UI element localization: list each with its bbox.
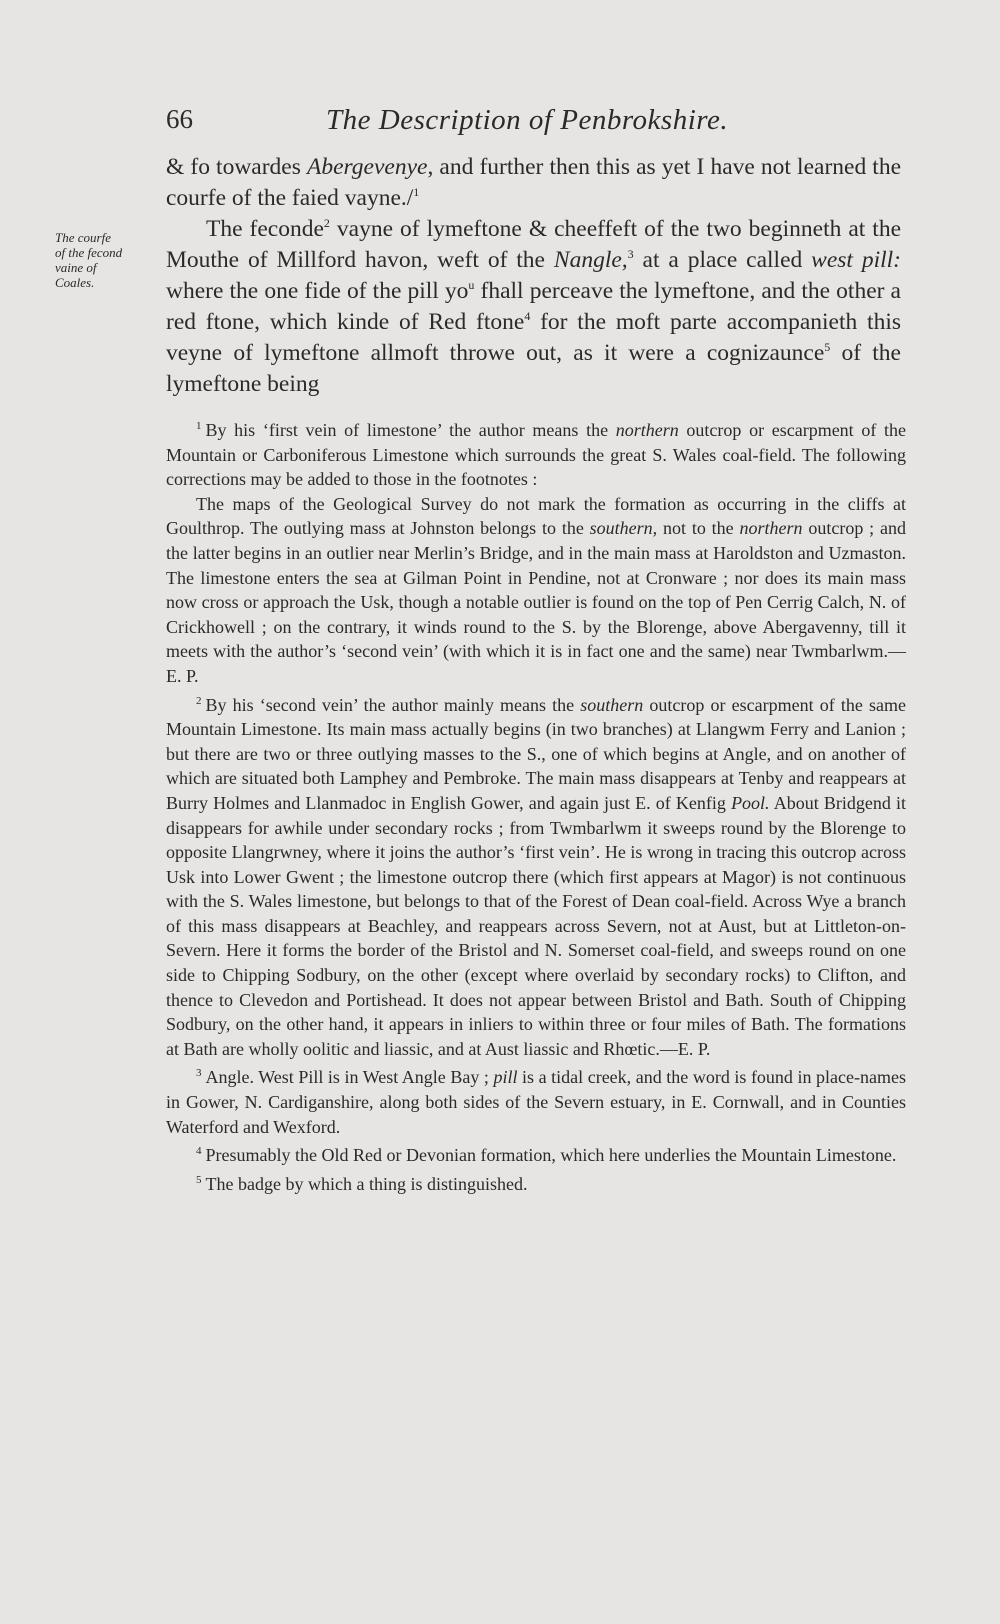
footnotes bbox=[166, 414, 906, 1196]
margin-note bbox=[55, 230, 165, 290]
footnote-3: $^3$ Angle. West Pill is in West Angle Bay ; pill is a tidal creek, and the word is found in place-names in Gower, N. Cardiganshire, along both sides of the Severn estuary, in E. Cornwall, and in Counties Waterford and Wexford. bbox=[166, 1067, 906, 1137]
footnote-ref: 5 bbox=[824, 340, 831, 355]
footnote-5: $^5$ The badge by which a thing is distinguished. bbox=[196, 1173, 528, 1194]
margin-note-line: of the fecond bbox=[55, 245, 123, 260]
footnote-1: $^1$ By his ‘first vein of limestone’ the author means the northern outcrop or escarpment of the Mountain or Carboniferous Limestone which surrounds the great S. Wales coal-field. The following corrections may be added to those in the footnotes : bbox=[166, 420, 906, 490]
main-paragraph-2: The feconde$^2$ vayne of lymeftone & cheeffeft of the two beginneth at the Mouthe of Millford havon, weft of the Nangle,$^3$ at a place called west pill: where the one fide of the pill $yo^u$ fhall perceave the lymeftone, and the other a red ftone, which kinde of Red ftone$^4$ for the moft parte accompanieth this veyne of lymeftone allmoft throwe out, as it were a cognizaunce$^5$ of the lymeftone being bbox=[166, 216, 902, 397]
footnote-ref: 2 bbox=[323, 216, 330, 231]
page-header bbox=[166, 104, 906, 144]
footnote-2: $^2$ By his ‘second vein’ the author mainly means the southern outcrop or escarpment of the same Mountain Limestone. Its main mass actually begins (in two branches) at Llangwm Ferry and Lanion ; but there are two or three outlying masses to the S., one of which begins at Angle, and on another of which are situated both Lamphey and Pembroke. The main mass disappears at Tenby and reappears at Burry Holmes and Llanmadoc in English Gower, and again just E. of Kenfig Pool. About Bridgend it disappears for awhile under secondary rocks ; from Twmbarlwm it sweeps round by the Blorenge to opposite Llangrwney, where it joins the author’s ‘first vein’. He is wrong in tracing this outcrop across Usk into Lower Gwent ; the limestone outcrop there (which first appears at Magor) is not continuous with the S. Wales limestone, but belongs to that of the Forest of Dean coal-field. Across Wye a branch of this mass disappears at Beachley, and reappears across Severn, not at Aust, but at Littleton-on-Severn. Here it forms the border of the Bristol and N. Somerset coal-field, and sweeps round on one side to Chipping Sodbury, on the other (except where overlaid by secondary rocks) to Clifton, and thence to Clevedon and Portishead. It does not appear between Bristol and Bath. South of Chipping Sodbury, on the other hand, it appears in inliers to within three or four miles of Bath. The formations at Bath are wholly oolitic and liassic, and at Aust liassic and Rhœtic.—E. P. bbox=[166, 694, 907, 1059]
margin-note-line: Coales. bbox=[55, 275, 95, 290]
running-title: The Description of Penbrokshire. bbox=[326, 104, 729, 136]
footnote-ref: 4 bbox=[524, 309, 531, 324]
footnote-4: $^4$ Presumably the Old Red or Devonian formation, which here underlies the Mountain Limestone. bbox=[196, 1145, 897, 1166]
main-text bbox=[166, 152, 901, 400]
margin-note-line: vaine of bbox=[55, 260, 97, 275]
page-number: 66 bbox=[166, 104, 193, 134]
footnote-ref: 3 bbox=[627, 247, 634, 262]
footnote-ref: 1 bbox=[413, 185, 420, 200]
main-paragraph-1: & fo towardes Abergevenye, and further then this as yet I have not learned the courfe of the faied vayne./$^1$ bbox=[166, 154, 902, 211]
margin-note-line: The courfe bbox=[55, 230, 111, 245]
footnote-1-continued: The maps of the Geological Survey do not mark the formation as occurring in the cliffs at Goulthrop. The outlying mass at Johnston belongs to the southern, not to the northern outcrop ; and the latter begins in an outlier near Merlin’s Bridge, and in the main mass at Haroldston and Uzmaston. The limestone enters the sea at Gilman Point in Pendine, not at Cronware ; nor does its main mass now cross or approach the Usk, though a notable outlier is found on the top of Pen Cerrig Calch, N. of Crickhowell ; on the contrary, it winds round to the S. by the Blorenge, above Abergavenny, till it meets with the author’s ‘second vein’ (with which it is in fact one and the same) near Twmbarlwm.—E. P. bbox=[166, 493, 906, 686]
